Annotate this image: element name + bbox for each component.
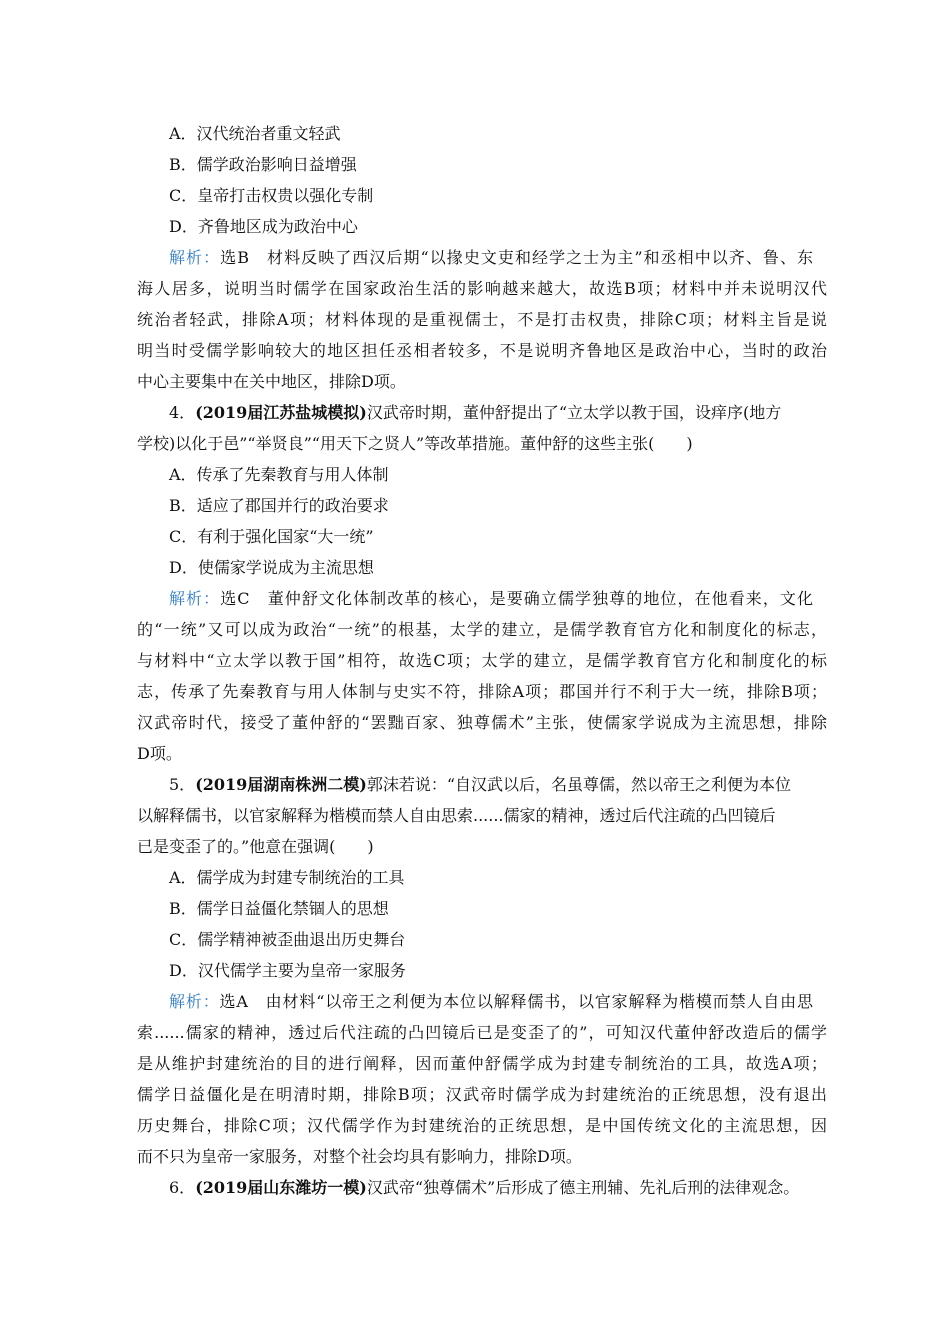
question-number: 6． <box>169 1178 196 1197</box>
question-number: 5． <box>169 775 196 794</box>
q5-analysis-line-2: 索......儒家的精神，透过后代注疏的凸凹镜后已是变歪了的”，可知汉代董仲舒改造后的儒学 <box>137 1023 827 1042</box>
q6-stem-line-1: 6．(2019届山东潍坊一模)汉武帝“独尊儒术”后形成了德主刑辅、先礼后刑的法律观念。 <box>169 1178 800 1197</box>
question-source: (2019届山东潍坊一模) <box>195 1178 367 1197</box>
q4-stem-line-2: 学校)以化于邑”“举贤良”“用天下之贤人”等改革措施。董仲舒的这些主张( ) <box>137 434 693 453</box>
q3-analysis-line-3: 统治者轻武，排除A项；材料体现的是重视儒士，不是打击权贵，排除C项；材料主旨是说 <box>137 310 827 329</box>
q3-analysis-line-1: 解析：选B 材料反映了西汉后期“以掾史文吏和经学之士为主”和丞相中以齐、鲁、东 <box>169 248 813 267</box>
q4-analysis-line-3: 与材料中“立太学以教于国”相符，故选C项；太学的建立，是儒学教育官方化和制度化的标 <box>137 651 827 670</box>
q3-option-c: C．皇帝打击权贵以强化专制 <box>169 186 374 205</box>
q5-analysis-line-6: 而不只为皇帝一家服务，对整个社会均具有影响力，排除D项。 <box>137 1147 582 1166</box>
q3-analysis-line-2: 海人居多，说明当时儒学在国家政治生活的影响越来越大，故选B项；材料中并未说明汉代 <box>137 279 827 298</box>
q4-analysis-line-1: 解析：选C 董仲舒文化体制改革的核心，是要确立儒学独尊的地位，在他看来，文化 <box>169 589 813 608</box>
q3-option-a: A．汉代统治者重文轻武 <box>169 124 341 143</box>
analysis-label: 解析： <box>169 589 221 608</box>
q5-stem-line-2: 以解释儒书，以官家解释为楷模而禁人自由思索......儒家的精神，透过后代注疏的凸凹镜后 <box>137 806 776 825</box>
question-number: 4． <box>169 403 196 422</box>
q3-analysis-line-5: 中心主要集中在关中地区，排除D项。 <box>137 372 406 391</box>
q4-option-b: B．适应了郡国并行的政治要求 <box>169 496 389 515</box>
q5-option-b: B．儒学日益僵化禁锢人的思想 <box>169 899 389 918</box>
q3-option-b: B．儒学政治影响日益增强 <box>169 155 357 174</box>
q4-option-a: A．传承了先秦教育与用人体制 <box>169 465 389 484</box>
analysis-label: 解析： <box>169 248 221 267</box>
q5-stem-line-1: 5．(2019届湖南株洲二模)郭沫若说：“自汉武以后，名虽尊儒，然以帝王之利便为本位 <box>169 775 792 794</box>
q5-analysis-line-5: 历史舞台，排除C项；汉代儒学作为封建统治的正统思想，是中国传统文化的主流思想，因 <box>137 1116 827 1135</box>
question-source: (2019届湖南株洲二模) <box>195 775 367 794</box>
q5-stem-line-3: 已是变歪了的。”他意在强调( ) <box>137 837 374 856</box>
q4-analysis-line-2: 的“一统”又可以成为政治“一统”的根基，太学的建立，是儒学教育官方化和制度化的标志， <box>137 620 827 639</box>
q4-analysis-line-5: 汉武帝时代，接受了董仲舒的“罢黜百家、独尊儒术”主张，使儒家学说成为主流思想，排除 <box>137 713 827 732</box>
q3-analysis-line-4: 明当时受儒学影响较大的地区担任丞相者较多，不是说明齐鲁地区是政治中心，当时的政治 <box>137 341 827 360</box>
q5-option-c: C．儒学精神被歪曲退出历史舞台 <box>169 930 406 949</box>
q5-analysis-line-1: 解析：选A 由材料“以帝王之利便为本位以解释儒书，以官家解释为楷模而禁人自由思 <box>169 992 813 1011</box>
q4-analysis-line-4: 志，传承了先秦教育与用人体制与史实不符，排除A项；郡国并行不利于大一统，排除B项； <box>137 682 827 701</box>
analysis-label: 解析： <box>169 992 220 1011</box>
question-source: (2019届江苏盐城模拟) <box>195 403 367 422</box>
q4-analysis-line-6: D项。 <box>137 744 182 763</box>
q5-analysis-line-4: 儒学日益僵化是在明清时期，排除B项；汉武帝时儒学成为封建统治的正统思想，没有退出 <box>137 1085 827 1104</box>
q5-option-d: D．汉代儒学主要为皇帝一家服务 <box>169 961 406 980</box>
q5-option-a: A．儒学成为封建专制统治的工具 <box>169 868 405 887</box>
q4-stem-line-1: 4．(2019届江苏盐城模拟)汉武帝时期，董仲舒提出了“立太学以教于国，设痒序(地方 <box>169 403 782 422</box>
q5-analysis-line-3: 是从维护封建统治的目的进行阐释，因而董仲舒儒学成为封建专制统治的工具，故选A项； <box>137 1054 827 1073</box>
q4-option-c: C．有利于强化国家“大一统” <box>169 527 374 546</box>
q3-option-d: D．齐鲁地区成为政治中心 <box>169 217 358 236</box>
q4-option-d: D．使儒家学说成为主流思想 <box>169 558 374 577</box>
